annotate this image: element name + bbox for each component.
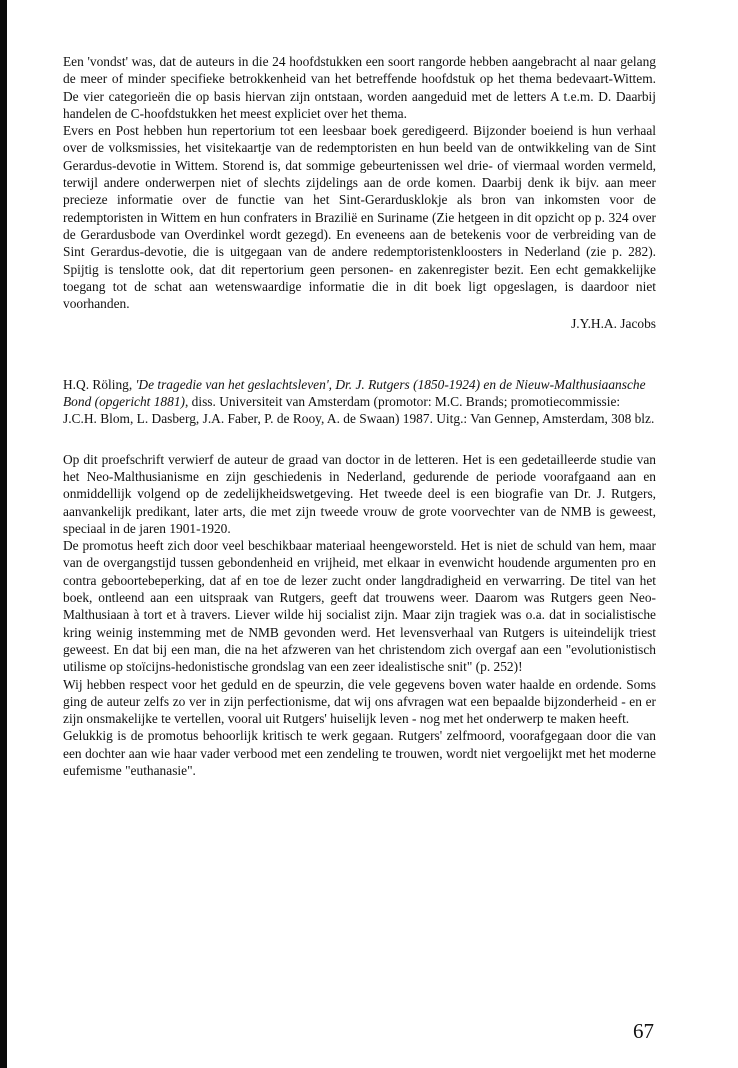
review-continuation xyxy=(63,53,656,333)
review-body xyxy=(63,451,656,780)
book-review xyxy=(63,376,656,780)
paragraph-critical: Gelukkig is de promotus behoorlijk kritisch te werk gegaan. Rutgers' zelfmoord, voorafgegaan door die van een dochter aan wie haar vader verbood met een zendeling te trouwen, wordt niet vergoelijkt met het moderne eufemisme "euthanasie". xyxy=(63,728,656,778)
page-number: 67 xyxy=(633,1019,654,1043)
paragraph-respect: Wij hebben respect voor het geduld en de speurzin, die vele gegevens boven water haalde en ordende. Soms ging de auteur zelfs zo ver in zijn perfectionisme, dat wij ons afvragen wat een bepaalde bijzonderheid - en er zijn onsmakelijke te vertellen, vooral uit Rutgers' huiselijk leven - nog met het onderwerp te maken heeft. xyxy=(63,676,656,727)
paragraph-dissertation: Op dit proefschrift verwierf de auteur de graad van doctor in de letteren. Het is een gedetailleerde studie van het Neo-Malthusianisme en zijn geschiedenis in Nederland, gedurende de periode voorafgaand aan en onmiddellijk volgend op de zedelijkheidswetgeving. Het tweede deel is een biografie van Dr. J. Rutgers, aanvankelijk predikant, later arts, die met zijn tweede vrouw de grote voorvechter van de NMB is geweest, speciaal in de jaren 1901-1920. xyxy=(63,451,656,536)
review-publication-details: , diss. Universiteit van Amsterdam (promotor: M.C. Brands; promotiecommissie: J.C.H. Blom, L. Dasberg, J.A. Faber, P. de Rooy, A. de Swaan) 1987. Uitg.: Van Gennep, Amsterdam, 308 blz. xyxy=(63,394,655,427)
paragraph-evers-post: Evers en Post hebben hun repertorium tot een leesbaar boek geredigeerd. Bijzonder boeiend is hun verhaal over de volksmissies, het visitekaartje van de redemptoristen en hun beeld van de ontwikkeling van de Sint Gerardus-devotie in Wittem. Storend is, dat sommige gebeurtenissen wel drie- of viermaal worden vermeld, terwijl andere onderwerpen niet of slechts zijdelings aan de orde komen. Daarbij denk ik bijv. aan meer precieze informatie over de functie van het Sint-Gerardusklokje als bron van inkomsten voor de redemptoristen in Wittem en hun confraters in Brazilië en Suriname (Zie hetgeen in dit opzicht op p. 324 over de Gerardusbode van Overdinkel wordt gezegd). En eveneens aan de betekenis voor de verbreiding van de Sint Gerardus-devotie, die is uitgegaan van de andere redemptoristenkloosters in Nederland (zie p. 282). Spijtig is tenslotte ook, dat dit repertorium geen personen- en zakenregister bezit. Een echt gemakkelijke toegang tot de schat aan wetenswaardige informatie die in dit boek ligt opgeslagen, is daardoor niet voorhanden. xyxy=(63,123,656,312)
review-book-title: 'De tragedie van het geslachtsleven', Dr. J. Rutgers (1850-1924) en de Nieuw-Malthusiaansche Bond (opgericht 1881) xyxy=(63,376,646,410)
review-author: H.Q. Röling, xyxy=(63,376,136,392)
scan-edge xyxy=(0,0,7,1068)
document-page xyxy=(63,53,656,779)
review-bibliographic-heading xyxy=(63,376,656,428)
reviewer-signature: J.Y.H.A. Jacobs xyxy=(571,316,656,332)
paragraph-categories: Een 'vondst' was, dat de auteurs in die 24 hoofdstukken een soort rangorde hebben aangebracht al naar gelang de meer of minder specifieke betrokkenheid van het betreffende hoofdstuk op het thema bedevaart-Wittem. De vier categorieën die op basis hiervan zijn ontstaan, worden aangeduid met de letters A t.e.m. D. Daarbij handelen de C-hoofdstukken het meest expliciet over het thema. xyxy=(63,54,656,121)
paragraph-promotus: De promotus heeft zich door veel beschikbaar materiaal heengeworsteld. Het is niet de schuld van hem, maar van de overgangstijd tussen gebondenheid en vrijheid, met elkaar in evenwicht houdende argumenten pro en contra geboortebeperking, dat af en toe de lezer zucht onder langdradigheid en verwarring. De titel van het boek, ontleend aan een uitspraak van Rutgers, geeft dat trouwens weer. Daarom was Rutgers geen Neo-Malthusiaan à tort et à travers. Liever wilde hij socialist zijn. Maar zijn tragiek was o.a. dat in socialistische kring weinig instemming met de NMB gevonden werd. Het levensverhaal van Rutgers is uiteindelijk triest geweest. En dat bij een man, die na het afzweren van het christendom zich overgaf aan een "evolutionistisch utilisme op stoïcijns-hedonistische grondslag van een zeer idealistische snit" (p. 252)! xyxy=(63,538,656,675)
